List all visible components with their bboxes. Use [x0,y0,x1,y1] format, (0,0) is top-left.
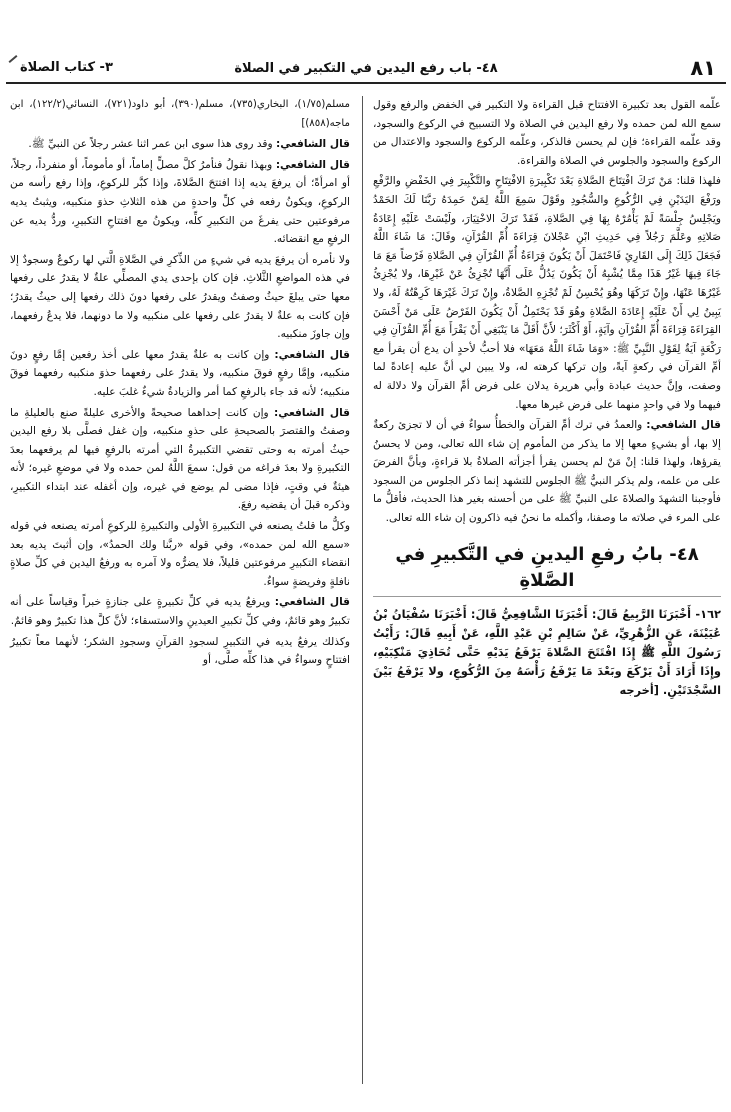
left-column [10,96,350,672]
paragraph: وكذلك يرفعُ يديه في التكبيرِ لسجودِ القرآنِ وسجودِ الشكر؛ لأنهما معاً تكبيرُ افتتاحٍ وسواءٌ في هذا كلِّه صلَّى، أو [10,635,350,667]
paragraph [10,593,350,630]
paragraph-text: وبهذا نقولُ فنأمرُ كلَّ مصلٍّ إماماً، أو مأموماً، أو منفرداً، رجلاً، أو امرأةً؛ أن يرفعَ يديه إذا افتتحَ الصَّلاةَ، وإذا كبَّر للركوعِ، وإذا رفع رأسه من الركوعِ، ويكونُ رفعه في كلِّ واحدةٍ من هذه الثلاثِ حذوَ منكبيه، ويثبتُ يديه مرفوعتين حتى يفرغَ من التكبيرِ كلِّه، ويكونُ مع افتتاحِ التكبيرِ، وردُّ يديه عن الرفعِ مع انقضائه. [10,158,350,246]
paragraph-text: وإن كانت إحداهما صحيحةً والأخرى عليلةً صنع بالعليلةِ ما وصفتُ والقتصرَ بالصحيحةِ على حذوِ منكبيه، وإن غفل فصلَّى بلا رفع اليدين حيثُ أمرته به وحتى تقضي التكبيرةُ التي أمرته بالرفعِ فيها لم يرفعهما بعدَ التكبيرةِ ولا بعدَ فراغه من قول: سمعَ اللَّهُ لمن حمده ولا في موضعِ غيره؛ لأنه هيئةٌ في وقتٍ، فإذا مضى لم يوضع في غيره، وإن أغفله عند ابتداء التكبيرِ، وذكره قبلَ أن يقضيه رفعَ. [10,406,350,512]
paragraph [373,416,721,528]
hadith-reference: مسلم(١/٧٥)، البخاري(٧٣٥)، مسلم(٣٩٠)، أبو داود(٧٢١)، النسائي(١٢٢/٢)، ابن ماجه(٨٥٨)] [10,99,351,129]
section-title: ٤٨- بابُ رفعِ اليدينِ في التَّكبيرِ في الصَّلاةِ [373,542,721,597]
paragraph-text: والعمدُ في ترك أمِّ القرآن والخطأُ سواءٌ في أن لا تجزئ ركعةٌ إلا بها، أو بشيءٍ معها إلا ما يذكر من المأموم إن شاء الله تعالى، ومن لا يحسنُ يقرؤها، ولهذا قلنا: إنْ مَنْ لم يحسن يقرأ أجزأته الصلاةُ بلا قراءةٍ، وبأنَّ الفرضَ على من علمه، ولم يذكر النبيُّ ﷺ الجلوس للتشهد إنما ذكر الجلوس من السجود فأوجبنا التشهدَ والصلاةَ على النبيِّ ﷺ على من أحسنه بغير هذا الحديث، فأقلُّ ما على المرء في صلاته ما وصفنا، وأكمله ما نحنُ فيه ذاكرون إن شاء الله تعالى. [373,419,721,525]
shafii-label: قال الشافعي: [646,419,721,432]
shafii-label: قال الشافعي: [275,158,350,171]
paragraph [10,346,350,402]
shafii-label: قال الشافعي: [275,138,350,151]
paragraph [10,156,350,249]
paragraph: علّمه القول بعد تكبيرة الافتتاح قبل القراءة ولا التكبير في الخفض والرفع وقول سمع الله لمن حمده ولا رفع اليدين في الصلاة ولا التسبيح في الركوع والسجود، وقد علّمه القراءة؛ فإن لم يحسن فالذكر، وعلّمه الركوع والسجود والاعتدال من الركوع والسجود والجلوس في الصلاة والقراءة. [373,99,721,167]
hadith-text: ١٦٢- أَخْبَرَنَا الرَّبِيعُ قَالَ: أَخْبَرَنَا الشَّافِعِيُّ قَالَ: أَخْبَرَنَا سُفْيَانُ بْنُ عُيَيْنَةَ، عَنِ الزُّهْرِيِّ، عَنْ سَالِمِ بْنِ عَبْدِ اللَّهِ، عَنْ أَبِيهِ قَالَ: رَأَيْتُ رَسُولَ اللَّهِ ﷺ إِذَا افْتَتَحَ الصَّلاةَ يَرْفَعُ يَدَيْهِ حَتَّى تُحَاذِيَ مَنْكِبَيْهِ، وإِذَا أَرَادَ أَنْ يَرْكَعَ وبَعْدَ مَا يَرْفَعُ رَأْسَهُ مِنَ الرُّكُوعِ، ولا يَرْفَعُ بَيْنَ السَّجْدَتَيْنِ. [أخرجه [373,606,721,697]
right-column [373,96,721,702]
shafii-label: قال الشافعي: [274,406,350,419]
paragraph-text: وإن كانت به علةٌ يقدرُ معها على أخذ رفعين إمَّا رفعٍ دونَ منكبيه، وإمَّا رفعٍ فوقَ منكبيه، ولا يقدرُ على رفعهما حذوَ منكبيه رفعهما فوقَ منكبيه؛ لأنه قد جاء بالرفعِ كما أمر والزيادةُ شيءٌ غلبَ عليه. [10,348,350,398]
shafii-label: قال الشافعي: [274,348,350,361]
paragraph [10,135,350,154]
paragraph [10,404,350,516]
book-title: ٣- كتاب الصلاة [20,60,113,75]
page-header [6,56,726,84]
paragraph-text: وقد روى هذا سوى ابن عمر اثنا عشر رجلاً عن النبيِّ ﷺ. [28,138,273,151]
shafii-label: قال الشافعي: [274,596,350,609]
paragraph: ولا نأمره أن يرفعَ يديه في شيءٍ من الذِّكرِ في الصَّلاةِ الَّتي لها ركوعٌ وسجودٌ إلا في هذه المواضعِ الثَّلاثِ. فإن كان بإحدى يدي المصلِّي علةٌ لا يقدرُ على رفعها معها حتى يبلغَ حيثُ وصفتُ ويقدرُ على رفعها دونَ ذلك رفعها إلى حيثُ يقدرُ؛ فإن كانت به علةٌ لا يقدرُ على رفعها على منكبيه ولا ما دونهما، فلا يدعُ رفعهما، وإن جاوزَ منكبيه. [10,253,350,341]
column-divider [362,96,363,1084]
running-title: ٤٨- باب رفع اليدين في التكبير في الصلاة [234,61,498,76]
paragraph-text: ويرفعُ يديه في كلِّ تكبيرةٍ على جنازةٍ خبراً وقياساً على أنه تكبيرٌ وهو قائمٌ، وفي كلِّ تكبيرِ العيدينِ والاستسقاء؛ لأنَّ كلَّ هذا تكبيرٌ وهو قائمٌ. [10,596,350,628]
paragraph: وكلُّ ما قلتُ يصنعه في التكبيرةِ الأولى والتكبيرةِ للركوعِ أمرته يصنعه في قوله «سمع الله لمن حمده»، وفي قوله «ربَّنا ولك الحمدُ»، وإن أثبتَ يديه بعد انقضاء التكبيرِ مرفوعتين قليلاً، فلا يضرُّه ولا آمره به ورفعُ اليدين في كلِّ صلاةٍ نافلةٍ وفريضةٍ سواءٌ. [10,520,350,588]
paragraph: فلهذا قلنا: مَنْ تَرَكَ افْتِتَاحَ الصَّلاةِ بَعْدَ تَكْبِيرَةِ الافْتِتَاحِ والتَّكْبِيرَ فِي الخَفْضِ والرَّفْعِ ورَفْعَ اليَدَيْنِ فِي الرُّكُوعِ والسُّجُودِ وقَوْلَ سَمِعَ اللَّهُ لِمَنْ حَمِدَهُ رَبَّنَا لَكَ الحَمْدُ ويَجْلِسُ جِلْسَةً لَمْ يَأْمُرْهُ بِهَا فِي الصَّلاةِ، فَقَدْ تَرَكَ الاخْتِيَارَ، ولَيْسَتْ عَلَيْهِ إِعَادَةُ صَلاتِهِ وعَلَّمَ رَجُلاً فِي حَدِيثِ ابْنِ عَجْلانَ قِرَاءَةَ أُمِّ القُرْآنِ، وقَالَ: مَا شَاءَ اللَّهُ فَجَعَلَ ذَلِكَ إِلَى القَارِئِ فَاحْتَمَلَ أَنْ يَكُونَ قِرَاءَةُ أُمِّ القُرْآنِ فِي الصَّلاةِ فَرْضاً مَعَ مَا جَاءَ فِيهَا غَيْرُ هَذَا مِمَّا يُشْبِهُ أَنْ يَكُونَ يَدُلُّ عَلَى أَنَّهَا تُجْزِئُ عَنْ غَيْرِهَا، ولا يُجْزِئُ غَيْرُهَا عَنْهَا، وإِنْ تَرَكَهَا وهُوَ يُحْسِنُ لَمْ تُجْزِهِ الصَّلاةُ، وإِنْ تَرَكَ غَيْرَهَا كَرِهْتُهُ لَهُ، ولا يَبِينُ لِي أَنْ عَلَيْهِ إِعَادَةَ الصَّلاةِ وهُوَ قَدْ يَحْتَمِلُ أَنْ يَكُونَ الفَرْضُ عَلَى مَنْ أَحْسَنَ القِرَاءَةَ قِرَاءَةَ أُمِّ القُرْآنِ وآيَةٍ، أَوْ أَكْثَرَ؛ لأَنَّ أَقَلَّ مَا يَنْبَغِي أَنْ يَقْرَأَ مَعَ أُمِّ القُرْآنِ فِي رَكْعَةٍ آيَةٌ لِقَوْلِ النَّبِيِّ ﷺ: «وَمَا شَاءَ اللَّهُ مَعَهَا» فلا أحبُّ لأحدٍ أن يدع أن يقرأ مع أمِّ القرآن في ركعةٍ آيةً، وإن تركها كرهته له، ولا يبين لي أنَّ عليه إعادةً لما وصفت، وإنَّ حديث عبادة وأبي هريرة يدلان على فرض أمِّ القرآن ولا دلالة له فيهما ولا في واحدٍ منهما على فرض غيرها معها. [373,175,721,411]
page-number: ٨١ [690,56,716,80]
